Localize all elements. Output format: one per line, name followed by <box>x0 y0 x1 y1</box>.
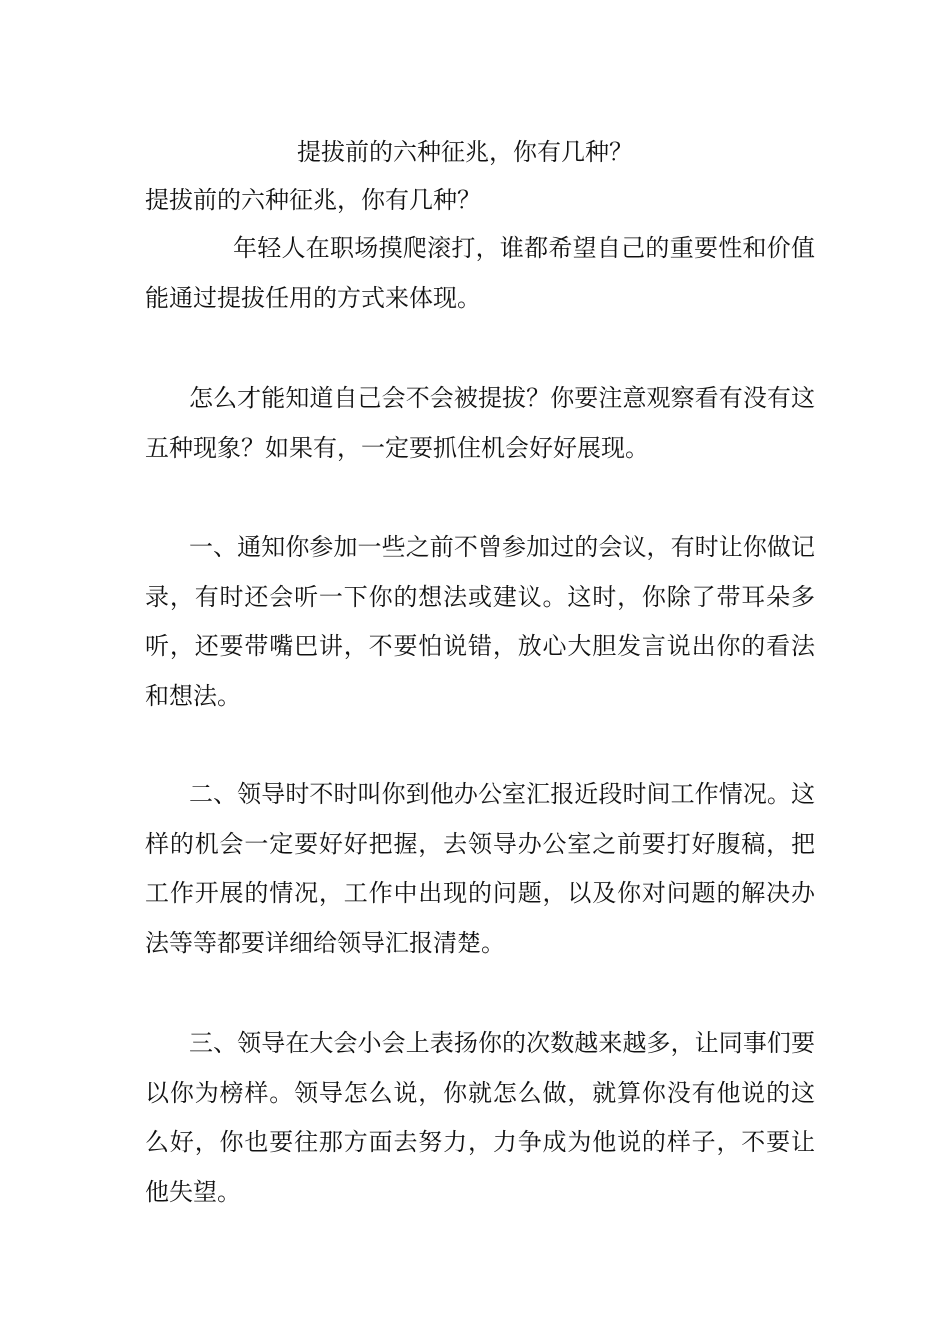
document-title: 提拔前的六种征兆，你有几种？ <box>297 138 633 166</box>
paragraph-intro: 年轻人在职场摸爬滚打，谁都希望自己的重要性和价值能通过提拔任用的方式来体现。 <box>145 234 815 312</box>
document-subtitle: 提拔前的六种征兆，你有几种？ <box>145 186 481 214</box>
paragraph-sign-2: 二、领导时不时叫你到他办公室汇报近段时间工作情况。这样的机会一定要好好把握，去领导办公室之前要打好腹稿，把工作开展的情况，工作中出现的问题，以及你对问题的解决办法等等都要详细给领导汇报清楚。 <box>145 780 815 957</box>
paragraph-sign-1: 一、通知你参加一些之前不曾参加过的会议，有时让你做记录，有时还会听一下你的想法或建议。这时，你除了带耳朵多听，还要带嘴巴讲，不要怕说错，放心大胆发言说出你的看法和想法。 <box>145 533 815 710</box>
paragraph-sign-3: 三、领导在大会小会上表扬你的次数越来越多，让同事们要以你为榜样。领导怎么说，你就怎么做，就算你没有他说的这么好，你也要往那方面去努力，力争成为他说的样子，不要让他失望。 <box>145 1029 815 1206</box>
paragraph-question: 怎么才能知道自己会不会被提拔？你要注意观察看有没有这五种现象？如果有，一定要抓住机会好好展现。 <box>145 384 815 462</box>
